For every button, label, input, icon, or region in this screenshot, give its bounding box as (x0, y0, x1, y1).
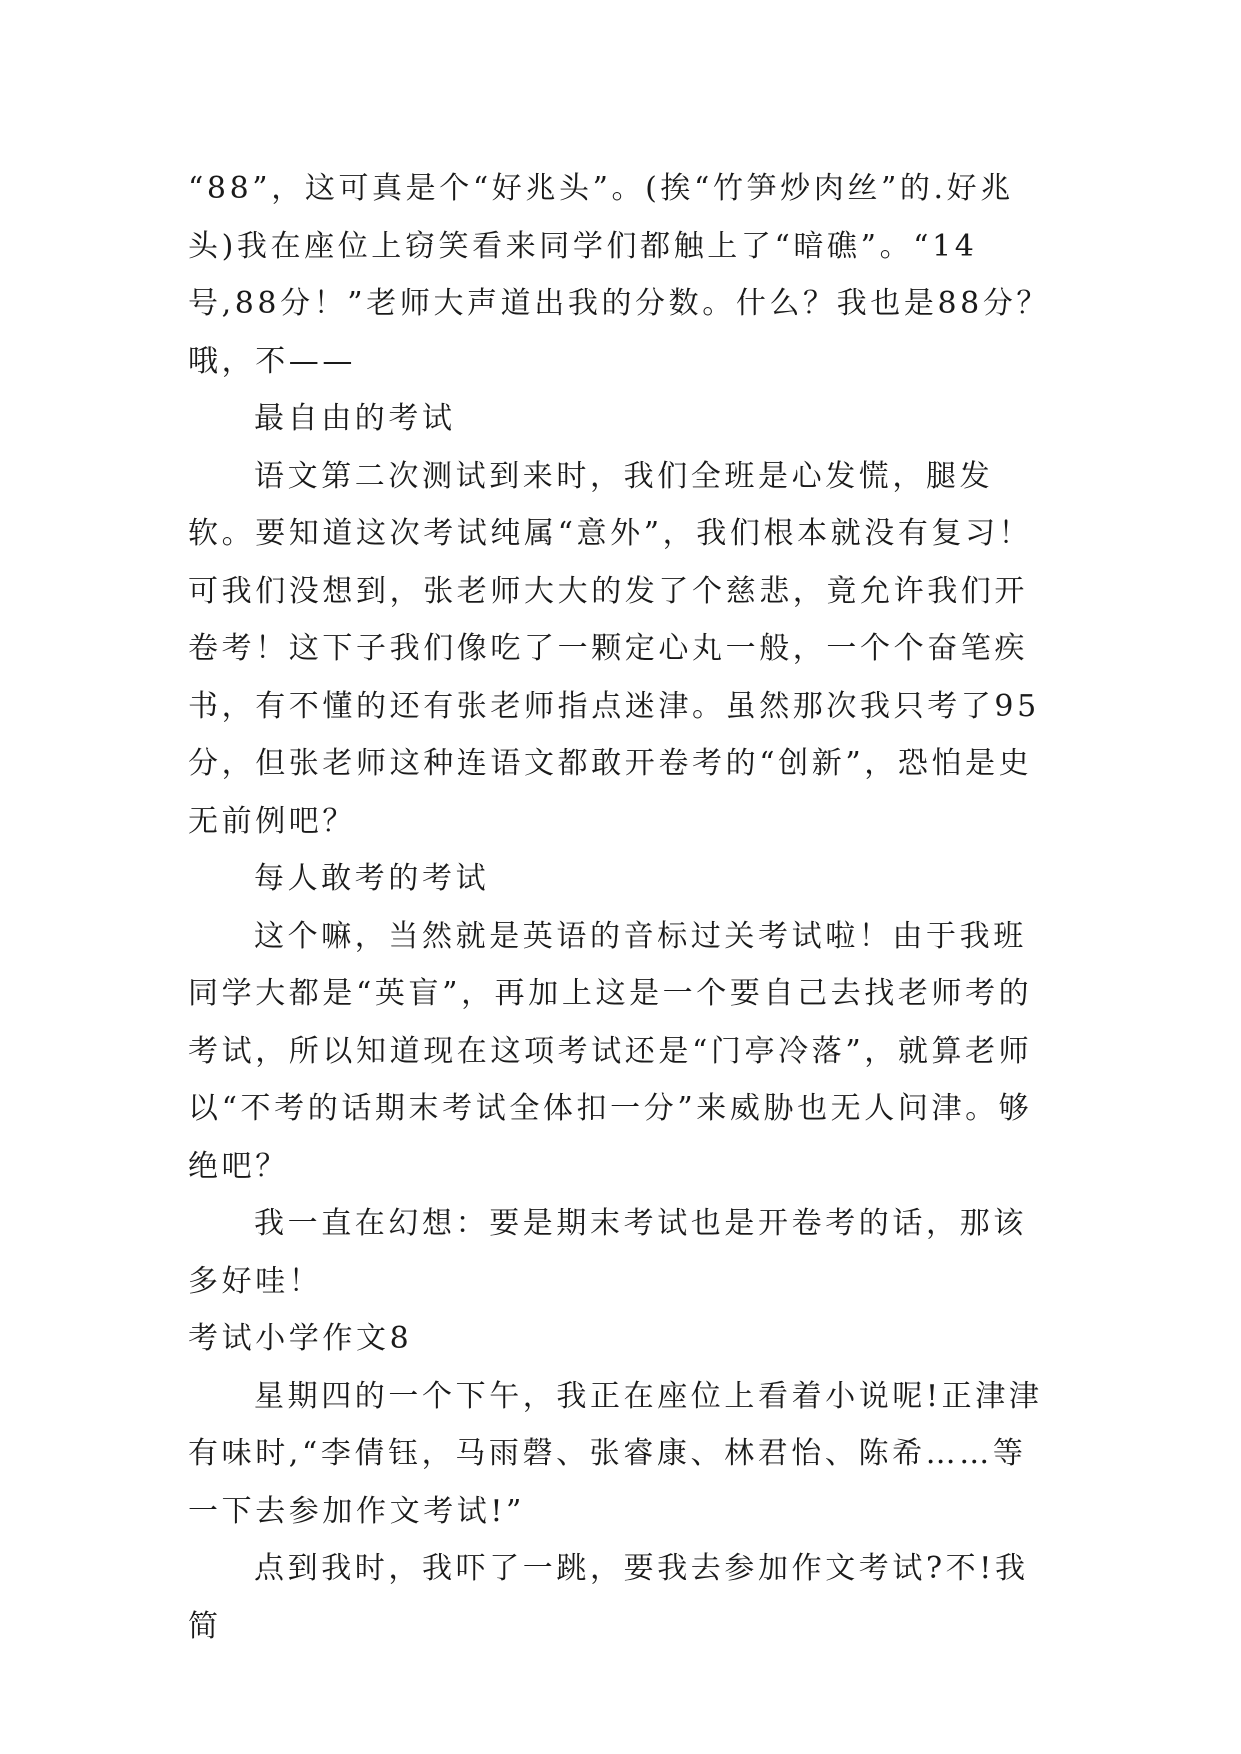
subheading-freest-exam: 最自由的考试 (254, 401, 456, 436)
paragraph-open-book-exam: 语文第二次测试到来时，我们全班是心发慌，腿发软。要知道这次考试纯属“意外”，我们根本就没有复习！可我们没想到，张老师大大的发了个慈悲，竟允许我们开卷考！这下子我们像吃了一颗定心丸一般，一个个奋笔疾书，有不懂的还有张老师指点迷津。虽然那次我只考了95分，但张老师这种连语文都敢开卷考的“创新”，恐怕是史无前例吧？ (188, 458, 1040, 839)
paragraph-exam-score: “88”，这可真是个“好兆头”。(挨“竹笋炒肉丝”的.好兆头)我在座位上窃笑看来同学们都触上了“暗礁”。“14号,88分！”老师大声道出我的分数。什么？我也是88分？哦，不—— (188, 171, 1051, 379)
document-body (188, 160, 1058, 1655)
paragraph-called-name: 点到我时，我吓了一跳，要我去参加作文考试?不!我简 (188, 1551, 1029, 1644)
subheading-everyone-dares-exam: 每人敢考的考试 (254, 861, 490, 896)
paragraph-thursday-afternoon: 星期四的一个下午，我正在座位上看着小说呢!正津津有味时,“李倩钰，马雨磬、张睿康、林君怡、陈希……等一下去参加作文考试!” (188, 1378, 1043, 1529)
paragraph-phonetics-exam: 这个嘛，当然就是英语的音标过关考试啦！由于我班同学大都是“英盲”，再加上这是一个要自己去找老师考的考试，所以知道现在这项考试还是“门亭冷落”，就算老师以“不考的话期末考试全体扣一分”来威胁也无人问津。够绝吧？ (188, 918, 1033, 1184)
section-heading: 考试小学作文8 (188, 1321, 413, 1356)
paragraph-fantasy: 我一直在幻想：要是期末考试也是开卷考的话，那该多好哇！ (188, 1206, 1027, 1299)
